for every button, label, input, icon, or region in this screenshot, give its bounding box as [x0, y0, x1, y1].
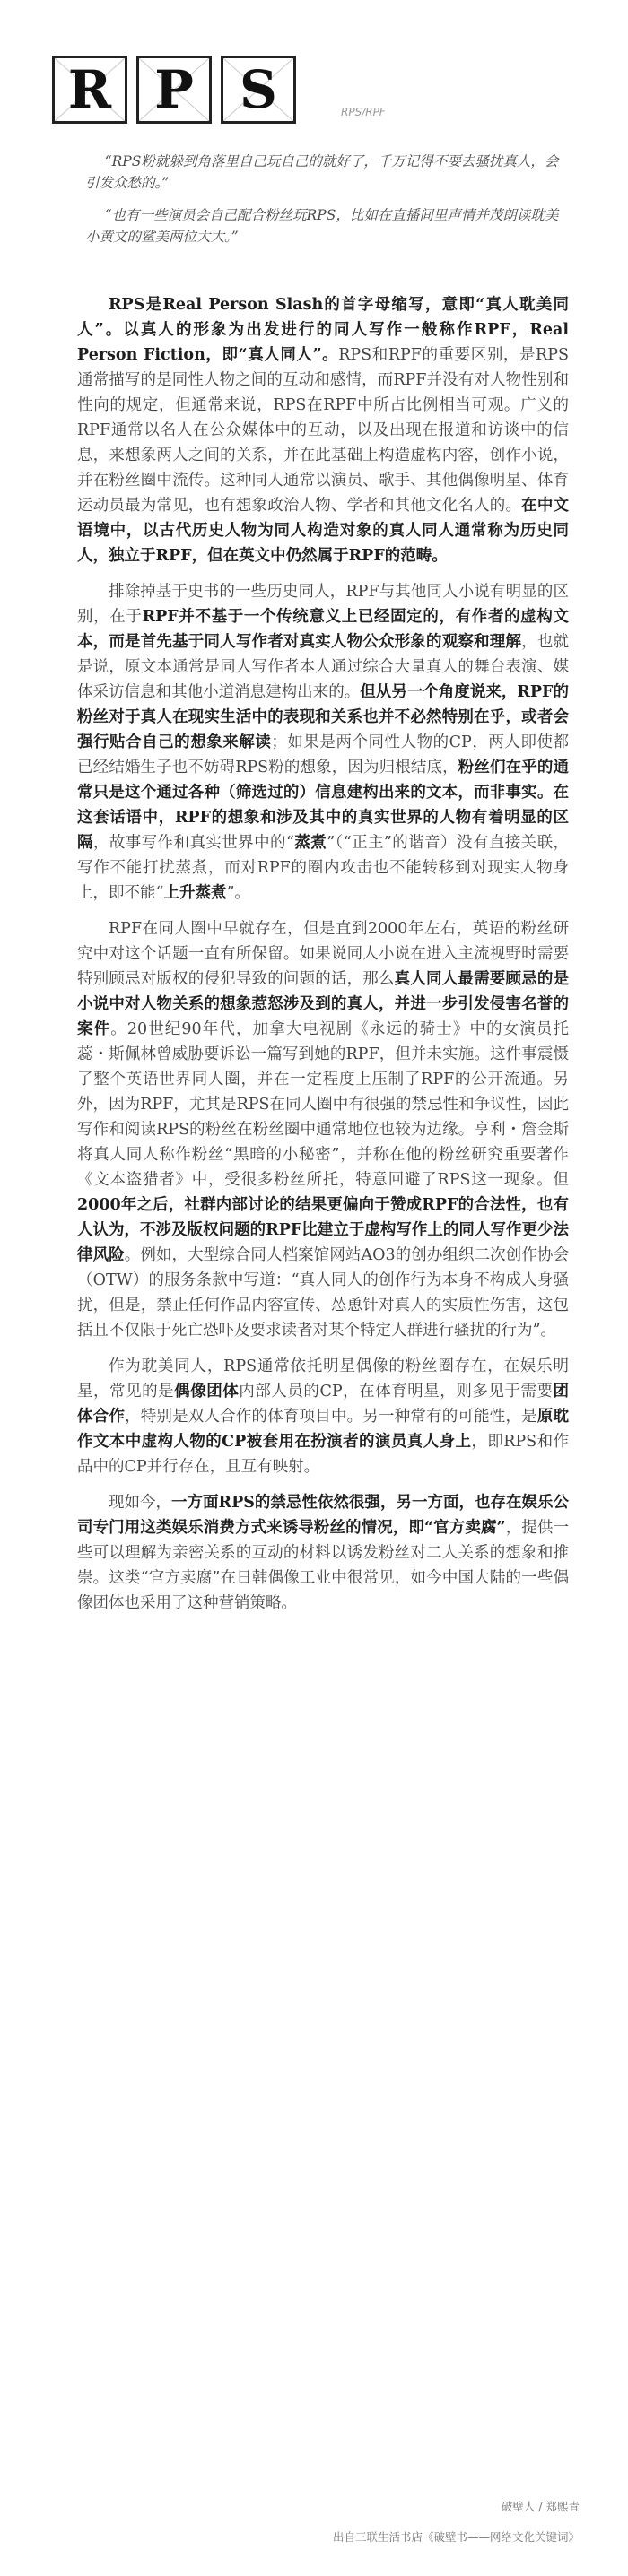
- title-tiles: [52, 56, 296, 124]
- emphasis-text: 偶像团体: [174, 1383, 240, 1401]
- emphasis-text: RPF并不基于一个传统意义上已经固定的，有作者的虚构文本，而是首先基于同人写作者对真实人物公众形象的观察和理解: [77, 608, 569, 651]
- quote-2: “也有一些演员会自己配合粉丝玩RPS，比如在直播间里声情并茂朗读耽美小黄文的鲨美两位大大。”: [85, 207, 559, 245]
- paragraph-history: [77, 916, 569, 1343]
- emphasis-text: 粉丝们在乎的通常只是这个通过各种（筛选过的）信息建构出来的文本，而非事实。在这套话语中，RPF的想象和涉及其中的真实世界的人物有着明显的区隔: [77, 759, 569, 852]
- quotes-block: [85, 151, 570, 258]
- emphasis-text: 一方面RPS的禁忌性依然很强，另一方面，也存在娱乐公司专门用这类娱乐消费方式来诱导粉丝的情况，即“官方卖腐”: [77, 1494, 570, 1537]
- emphasis-text: 但从另一个角度说来，RPF的粉丝对于真人在现实生活中的表现和关系也并不必然特别在乎，或者会强行贴合自己的想象来解读: [77, 683, 569, 751]
- body-text: 。20世纪90年代，加拿大电视剧《永远的骑士》中的女演员托蕊・斯佩林曾威胁要诉讼一篇写到她的RPF，但并未实施。这件事震慑了整个英语世界同人圈，并在一定程度上压制了RPF的公开流通。另外，因为RPF，尤其是RPS在同人圈中有很强的禁忌性和争议性，因此写作和阅读RPS的粉丝在粉丝圈中通常地位也较为边缘。亨利・詹金斯将真人同人称作粉丝“黑暗的小秘密”，并称在他的粉丝研究重要著作《文本盗猎者》中，受很多粉丝所托，特意回避了RPS这一现象。但: [77, 1020, 569, 1189]
- title-subtitle: RPS/RPF: [341, 106, 386, 118]
- body-text: ，即RPS和作品中的CP并行存在，且互有映射。: [77, 1433, 569, 1476]
- article-body: [77, 292, 569, 1626]
- title-tile-r: [52, 56, 127, 124]
- paragraph-distinction: [77, 579, 569, 906]
- emphasis-text: 蒸煮: [293, 834, 327, 852]
- source-credit: 出自三联生活书店《破壁书——网络文化关键词》: [332, 2530, 580, 2544]
- emphasis-text: 团体合作: [77, 1383, 570, 1426]
- title-tile-p: [136, 56, 212, 124]
- emphasis-text: 在中文语境中，以古代历史人物为同人构造对象的真人同人通常称为历史同人，独立于RPF，但在英文中仍然属于RPF的范畴。: [77, 497, 570, 565]
- title-tile-s: [221, 56, 296, 124]
- emphasis-text: RPS是Real Person Slash的首字母缩写，意即“真人耽美同人”。以真人的形象为出发进行的同人写作一般称作RPF，Real Person Fiction，即“真人同人”。: [77, 296, 569, 364]
- body-text: ”。: [226, 884, 250, 902]
- title-header: [52, 56, 386, 126]
- author-credit: 破壁人 / 郑熙青: [501, 2500, 580, 2513]
- body-text: RPS和RPF的重要区别，是RPS通常描写的是同性人物之间的互动和感情，而RPF并没有对人物性别和性向的规定，但通常来说，RPS在RPF中所占比例相当可观。广义的RPF通常以名人在公众媒体中的互动，以及出现在报道和访谈中的信息，来想象两人之间的关系，并在此基础上构造虚构内容，创作小说，并在粉丝圈中流传。这种同人通常以演员、歌手、其他偶像明星、体育运动员最为常见，也有想象政治人物、学者和其他文化名人的。: [77, 346, 569, 515]
- emphasis-text: 原耽作文本中虚构人物的CP被套用在扮演者的演员真人身上: [77, 1408, 570, 1451]
- body-text: ，故事写作和真实世界中的“: [92, 834, 294, 852]
- quote-1: “RPS粉就躲到角落里自己玩自己的就好了，千万记得不要去骚扰真人，会引发众愁的。”: [85, 153, 559, 191]
- emphasis-text: 上升蒸煮: [163, 884, 227, 902]
- body-text: ；如果是两个同性人物的CP，两人即使都已经结婚生子也不妨碍RPS粉的想象，因为归根结底，: [77, 733, 569, 776]
- body-text: 作为耽美同人，RPS通常依托明星偶像的粉丝圈存在，在娱乐明星，常见的是: [77, 1357, 569, 1401]
- body-text: RPF在同人圈中早就存在，但是直到2000年左右，英语的粉丝研究中对这个话题一直有所保留。如果说同人小说在进入主流视野时需要特别顾忌对版权的侵犯导致的问题的话，那么: [77, 920, 569, 988]
- body-text: ，也就是说，原文本通常是同人写作者本人通过综合大量真人的舞台表演、媒体采访信息和其他小道消息建构出来的。: [77, 633, 570, 701]
- title-letter: P: [154, 59, 194, 120]
- body-text: 现如今，: [109, 1494, 172, 1512]
- body-text: ”（“正主”的谐音）没有直接关联，写作不能打扰蒸煮，而对RPF的圈内攻击也不能转移到对现实人物身上，即不能“: [77, 834, 570, 902]
- emphasis-text: 真人同人最需要顾忌的是小说中对人物关系的想象惹怒涉及到的真人，并进一步引发侵害名誉的案件: [77, 970, 570, 1038]
- paragraph-definition: [77, 292, 569, 568]
- paragraph-official: [77, 1490, 569, 1616]
- body-text: 内部人员的CP，在体育明星，则多见于需要: [239, 1383, 554, 1401]
- body-text: 。例如，大型综合同人档案馆网站AO3的创办组织二次创作协会（OTW）的服务条款中写道：“真人同人的创作行为本身不构成人身骚扰，但是，禁止任何作品内容宣传、怂恿针对真人的实质性伤害，这包括且不仅限于死亡恐吓及要求读者对某个特定人群进行骚扰的行为”。: [77, 1246, 569, 1340]
- body-text: 排除掉基于史书的一些历史同人，RPF与其他同人小说有明显的区别，在于: [77, 583, 569, 626]
- paragraph-fandom: [77, 1354, 569, 1479]
- title-letter: S: [240, 59, 277, 120]
- emphasis-text: 2000年之后，社群内部讨论的结果更偏向于赞成RPF的合法性，也有人认为，不涉及版权问题的RPF比建立于虚构写作上的同人写作更少法律风险: [77, 1196, 569, 1264]
- body-text: ，特别是双人合作的体育项目中。另一种常有的可能性，是: [125, 1408, 537, 1426]
- body-text: ，提供一些可以理解为亲密关系的互动的材料以诱发粉丝对二人关系的想象和推崇。这类“官方卖腐”在日韩偶像工业中很常见，如今中国大陆的一些偶像团体也采用了这种营销策略。: [77, 1519, 569, 1612]
- title-letter: R: [67, 59, 112, 120]
